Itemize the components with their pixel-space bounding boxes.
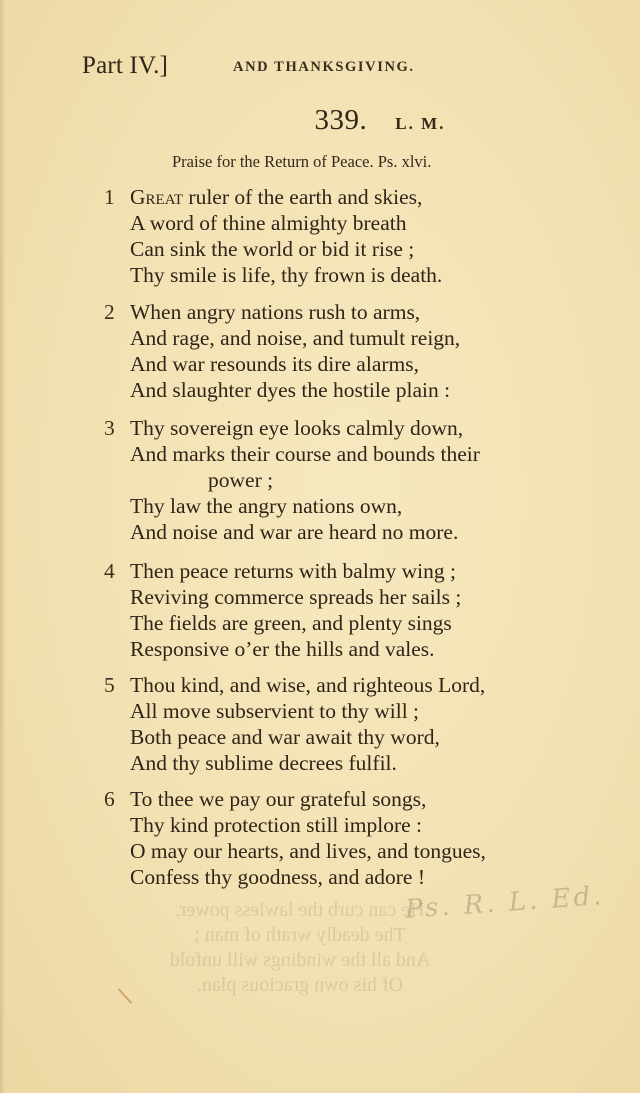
stanza-5 [104,672,604,776]
stanza-line [104,236,604,262]
part-label: Part IV.] [82,52,169,79]
line-text: Thy kind protection still implore : [130,813,423,837]
stanza-line [104,838,604,864]
stanza-line [104,299,604,325]
stanza-line [104,519,604,545]
stanza-line [104,351,604,377]
stanza-line [104,698,604,724]
hymn-heading [0,104,640,137]
stanza-line [104,467,604,493]
line-text: Thy smile is life, thy frown is death. [130,263,443,287]
drop-word: Great [130,185,184,209]
hymn-number: 339. [314,104,368,136]
stanza-number: 1 [104,185,115,209]
line-text: And thy sublime decrees fulfil. [130,751,397,775]
stanza-line [104,636,604,662]
line-text-continuation: power ; [208,468,274,492]
stanza-number: 5 [104,673,115,697]
line-text: And marks their course and bounds their [130,442,480,466]
stanza-line [104,584,604,610]
line-text: Then peace returns with balmy wing ; [130,559,456,583]
line-text: And slaughter dyes the hostile plain : [130,378,451,402]
line-text: Responsive o’er the hills and vales. [130,637,435,661]
stanza-line [104,610,604,636]
line-text: All move subservient to thy will ; [130,699,420,723]
stanza-line [104,750,604,776]
line-text: A word of thine almighty breath [130,211,407,235]
stanza-line [104,724,604,750]
stanza-number: 2 [104,300,115,324]
hymn-meter: L. M. [395,114,446,133]
hymn-subtitle: Praise for the Return of Peace. Ps. xlvi. [172,152,432,171]
line-text: And noise and war are heard no more. [130,520,459,544]
line-text: Confess thy goodness, and adore ! [130,865,425,889]
stanza-line [104,262,604,288]
line-text: When angry nations rush to arms, [130,300,421,324]
line-text: Thy sovereign eye looks calmly down, [130,416,464,440]
stanza-line [104,812,604,838]
stanza-line [104,493,604,519]
stanza-line [104,415,604,441]
stanza-4 [104,558,604,662]
line-text: O may our hearts, and lives, and tongues, [130,839,486,863]
stanza-line [104,672,604,698]
stanza-number: 6 [104,787,115,811]
running-head [82,52,562,86]
line-text: Can sink the world or bid it rise ; [130,237,415,261]
pencil-annotation: Ps. R. L. Ed. [404,881,606,925]
line-text: ruler of the earth and skies, [183,185,423,209]
stanza-number: 4 [104,559,115,583]
stanza-line [104,325,604,351]
line-text: And rage, and noise, and tumult reign, [130,326,461,350]
stanza-1 [104,184,604,288]
stanza-6 [104,786,604,890]
section-title: AND THANKSGIVING. [233,59,415,75]
stanza-line [104,377,604,403]
stanza-3 [104,415,604,545]
page-edge [0,0,6,1093]
line-text: And war resounds its dire alarms, [130,352,419,376]
line-text: Thy law the angry nations own, [130,494,403,518]
stanza-line [104,786,604,812]
stanza-line [104,210,604,236]
line-text: To thee we pay our grateful songs, [130,787,427,811]
stanza-line [104,558,604,584]
stanza-line [104,184,604,210]
line-text: The fields are green, and plenty sings [130,611,452,635]
stanza-line [104,441,604,467]
bleed-through-text: He can curb the lawless power, The deadly wrath of man ; And all the windings will unfold Of his own gracious plan. [169,899,431,996]
paper-stain [118,988,133,1004]
line-text: Reviving commerce spreads her sails ; [130,585,462,609]
stanza-number: 3 [104,416,115,440]
line-text: Both peace and war await thy word, [130,725,440,749]
stanza-2 [104,299,604,403]
line-text: Thou kind, and wise, and righteous Lord, [130,673,486,697]
